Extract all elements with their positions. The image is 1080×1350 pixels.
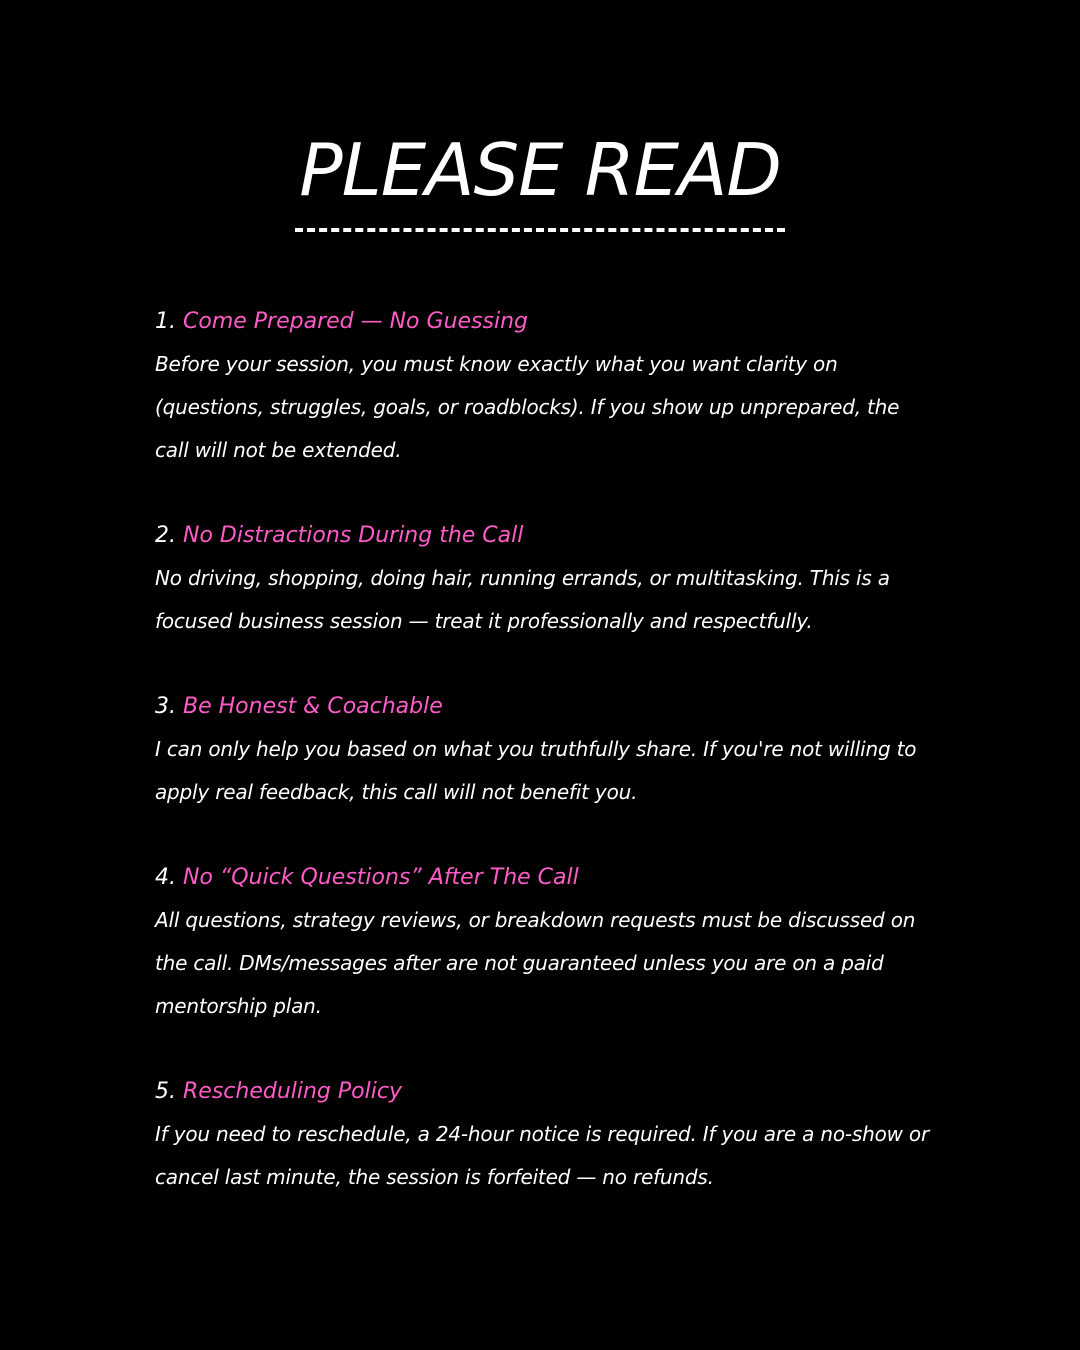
rule-body: No driving, shopping, doing hair, running errands, or multitasking. This is a focused business session — treat it professionally and respectfully. [155,566,890,633]
rule-item-1 [155,300,935,472]
rule-heading [155,300,935,343]
rule-heading [155,856,935,899]
rule-item-3 [155,685,935,814]
rule-body: I can only help you based on what you truthfully share. If you're not willing to apply real feedback, this call will not benefit you. [155,737,917,804]
rule-title: No “Quick Questions” After The Call [183,865,579,890]
rule-number: 3. [155,694,176,719]
rule-heading [155,514,935,557]
rule-heading [155,1070,935,1113]
rule-number: 1. [155,309,176,334]
rule-title: Rescheduling Policy [183,1079,402,1104]
rule-heading [155,685,935,728]
rule-number: 2. [155,523,176,548]
rule-title: No Distractions During the Call [183,523,524,548]
rule-body: Before your session, you must know exactly what you want clarity on (questions, struggles, goals, or roadblocks). If you show up unprepared, the call will not be extended. [155,352,900,462]
rule-body: If you need to reschedule, a 24-hour notice is required. If you are a no-show or cancel last minute, the session is forfeited — no refunds. [155,1122,929,1189]
rule-title: Be Honest & Coachable [183,694,443,719]
rule-title: Come Prepared — No Guessing [183,309,528,334]
rule-item-5 [155,1070,935,1199]
rule-number: 4. [155,865,176,890]
title-divider [295,228,785,232]
rule-item-4 [155,856,935,1028]
rule-number: 5. [155,1079,176,1104]
rule-body: All questions, strategy reviews, or breakdown requests must be discussed on the call. DMs/messages after are not guaranteed unless you are on a paid mentorship plan. [155,908,916,1018]
rule-item-2 [155,514,935,643]
rules-list [155,300,935,1241]
page-title: PLEASE READ [299,128,781,212]
